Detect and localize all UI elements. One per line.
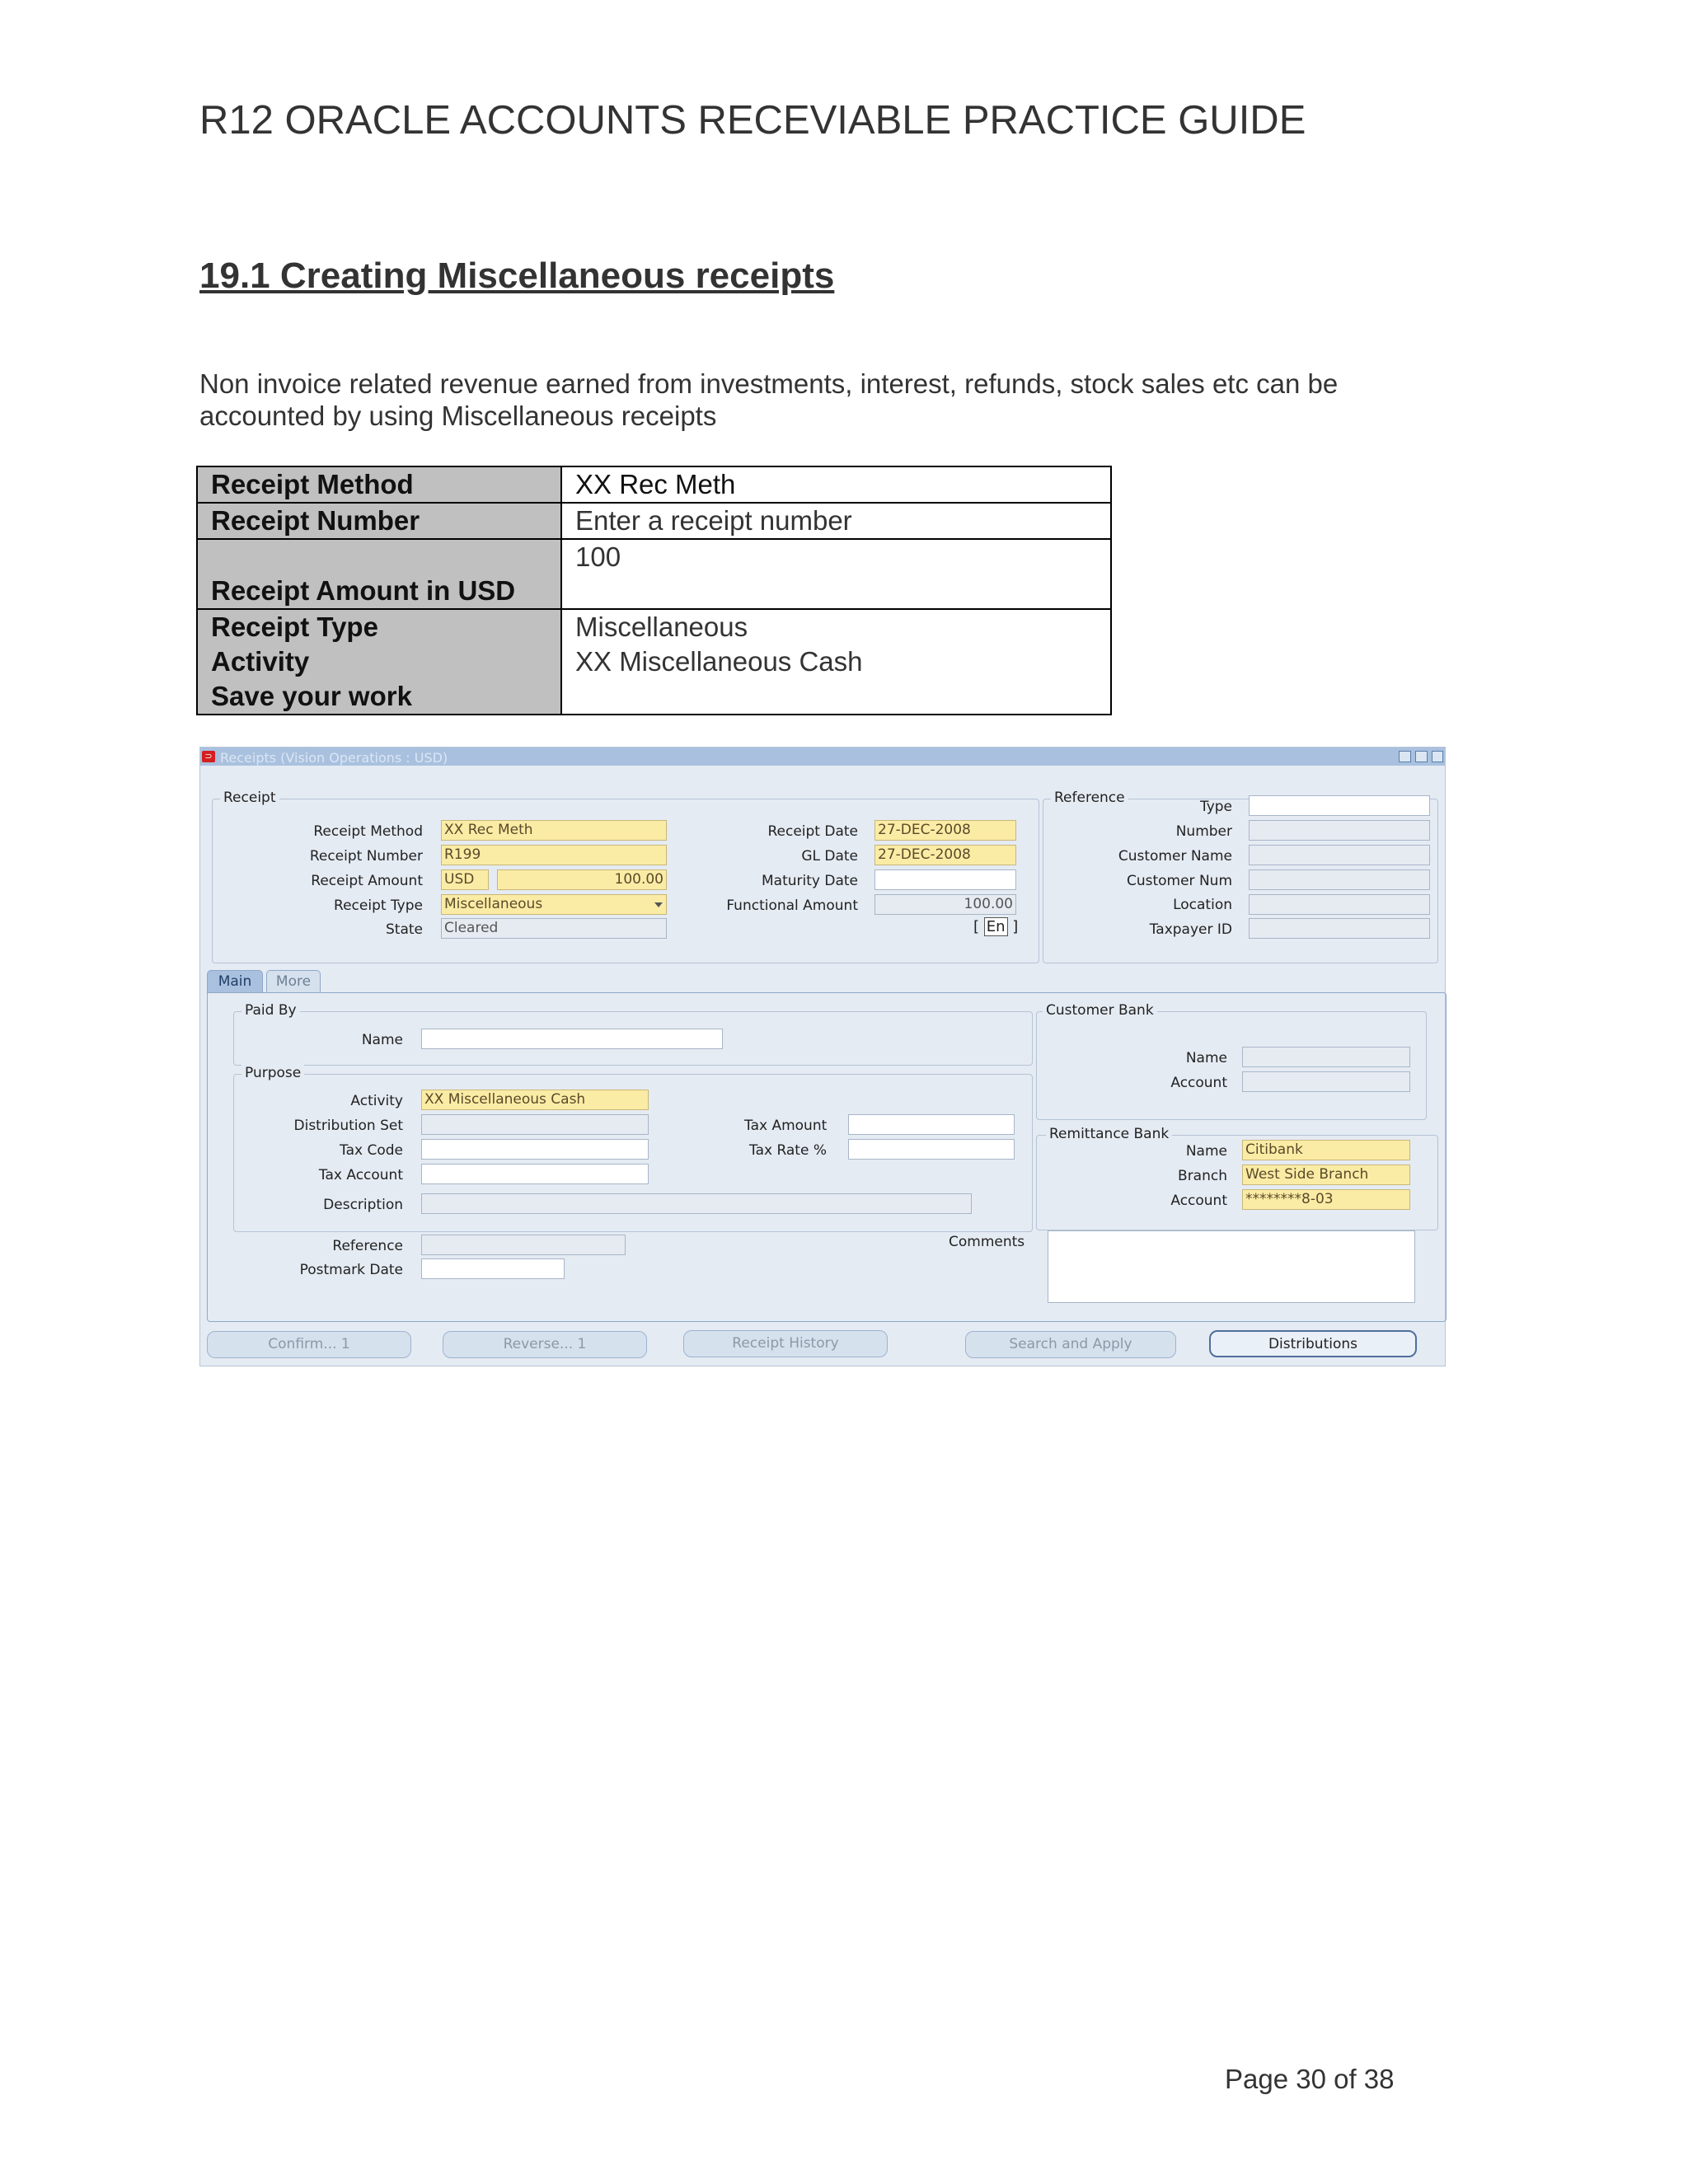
section-title: 19.1 Creating Miscellaneous receipts: [199, 255, 835, 296]
receipt-amount-value: 100: [561, 539, 1111, 609]
tax-rate-label: Tax Rate %: [749, 1142, 827, 1159]
currency-field[interactable]: USD: [441, 869, 489, 890]
receipt-number-label: Receipt Number: [197, 503, 561, 539]
window-titlebar: [200, 748, 1445, 766]
maximize-icon[interactable]: [1415, 751, 1428, 762]
activity-label: Activity: [211, 646, 310, 677]
reverse-button[interactable]: Reverse... 1: [443, 1331, 647, 1358]
gl-date-label: GL Date: [801, 848, 858, 865]
description-label: Description: [323, 1197, 403, 1213]
cust-bank-account-field: [1242, 1071, 1410, 1092]
receipt-method-label: Receipt Method: [313, 823, 423, 840]
receipt-method-field[interactable]: XX Rec Meth: [441, 820, 667, 841]
remit-account-label: Account: [1170, 1193, 1227, 1209]
distribution-set-field: [421, 1114, 649, 1135]
table-row: [197, 609, 1111, 715]
ref-customer-name-field: [1249, 845, 1430, 865]
ref-number-field: [1249, 820, 1430, 841]
reference-group-title: Reference: [1051, 790, 1128, 806]
ref-customer-name-label: Customer Name: [1118, 848, 1232, 865]
receipt-group-title: Receipt: [220, 790, 279, 806]
tab-main[interactable]: Main: [207, 970, 263, 993]
tax-amount-label: Tax Amount: [744, 1118, 828, 1134]
ref-type-field[interactable]: [1249, 795, 1430, 816]
paid-by-group-title: Paid By: [241, 1002, 300, 1019]
receipt-date-field[interactable]: 27-DEC-2008: [874, 820, 1016, 841]
en-bracket-open: [: [973, 918, 980, 935]
functional-amount-field: 100.00: [874, 894, 1016, 915]
receipt-type-value: Miscellaneous: [575, 612, 748, 642]
receipt-number-field[interactable]: R199: [441, 845, 667, 865]
remit-account-field[interactable]: ********8-03: [1242, 1189, 1410, 1210]
gl-date-field[interactable]: 27-DEC-2008: [874, 845, 1016, 865]
tax-code-label: Tax Code: [340, 1142, 403, 1159]
tax-account-field[interactable]: [421, 1164, 649, 1184]
receipt-type-cell: [197, 609, 561, 715]
ref-type-label: Type: [1199, 799, 1232, 815]
description-field: [421, 1193, 972, 1214]
activity-label: Activity: [350, 1093, 403, 1109]
receipt-method-label: Receipt Method: [197, 466, 561, 503]
ref-taxpayer-field: [1249, 918, 1430, 939]
tax-account-label: Tax Account: [318, 1167, 403, 1183]
customer-bank-group-title: Customer Bank: [1043, 1002, 1157, 1019]
table-row: [197, 466, 1111, 503]
remit-name-field[interactable]: Citibank: [1242, 1140, 1410, 1160]
en-field: En: [984, 917, 1008, 936]
receipt-number-label: Receipt Number: [309, 848, 423, 865]
paid-by-name-label: Name: [361, 1032, 403, 1048]
receipt-history-button[interactable]: Receipt History: [683, 1330, 888, 1357]
reference-field: [421, 1235, 626, 1255]
receipt-number-value: Enter a receipt number: [561, 503, 1111, 539]
en-bracket-close: ]: [1012, 918, 1019, 935]
table-row: [197, 503, 1111, 539]
en-flex-field[interactable]: [973, 918, 1018, 935]
remittance-bank-group-title: Remittance Bank: [1046, 1126, 1172, 1142]
confirm-button[interactable]: Confirm... 1: [207, 1331, 411, 1358]
distribution-set-label: Distribution Set: [293, 1118, 403, 1134]
paid-by-name-field[interactable]: [421, 1029, 723, 1049]
receipt-amount-label: Receipt Amount in USD: [197, 539, 561, 609]
intro-line-1: Non invoice related revenue earned from investments, interest, refunds, stock sales etc can be: [199, 368, 1339, 399]
ref-number-label: Number: [1175, 823, 1232, 840]
intro-line-2: accounted by using Miscellaneous receipts: [199, 401, 717, 431]
state-field: Cleared: [441, 918, 667, 939]
intro-paragraph: [199, 368, 1436, 432]
receipt-type-label: Receipt Type: [334, 898, 423, 914]
tax-amount-field[interactable]: [848, 1114, 1015, 1135]
cust-bank-account-label: Account: [1170, 1075, 1227, 1091]
receipts-window: [199, 747, 1446, 1366]
oracle-app-icon: ⊃: [202, 751, 215, 762]
state-label: State: [386, 921, 423, 938]
minimize-icon[interactable]: [1399, 751, 1411, 762]
distributions-button[interactable]: Distributions: [1209, 1330, 1417, 1357]
receipt-type-label: Receipt Type: [211, 612, 378, 642]
receipt-amount-field[interactable]: 100.00: [497, 869, 667, 890]
remit-name-label: Name: [1185, 1143, 1227, 1160]
ref-location-label: Location: [1173, 897, 1232, 913]
search-and-apply-button[interactable]: Search and Apply: [965, 1331, 1176, 1358]
activity-field[interactable]: XX Miscellaneous Cash: [421, 1090, 649, 1110]
ref-customer-num-field: [1249, 869, 1430, 890]
tax-rate-field[interactable]: [848, 1139, 1015, 1160]
page-number: Page 30 of 38: [1225, 2064, 1395, 2094]
ref-location-field: [1249, 894, 1430, 915]
table-row: [197, 539, 1111, 609]
receipt-type-value: Miscellaneous: [444, 896, 543, 912]
receipt-method-value: XX Rec Meth: [561, 466, 1111, 503]
tab-more[interactable]: More: [266, 970, 321, 993]
document-header: R12 ORACLE ACCOUNTS RECEVIABLE PRACTICE GUIDE: [199, 98, 1306, 143]
maturity-date-field[interactable]: [874, 869, 1016, 890]
remit-branch-field[interactable]: West Side Branch: [1242, 1165, 1410, 1185]
comments-label: Comments: [949, 1234, 1025, 1250]
postmark-date-field[interactable]: [421, 1258, 565, 1279]
functional-amount-label: Functional Amount: [726, 898, 858, 914]
postmark-date-label: Postmark Date: [299, 1262, 403, 1278]
purpose-group-title: Purpose: [241, 1065, 304, 1081]
ref-customer-num-label: Customer Num: [1126, 873, 1232, 889]
ref-taxpayer-label: Taxpayer ID: [1149, 921, 1232, 938]
reference-label: Reference: [332, 1238, 403, 1254]
comments-field[interactable]: [1048, 1230, 1415, 1303]
close-icon[interactable]: [1432, 751, 1443, 762]
cust-bank-name-field: [1242, 1047, 1410, 1067]
save-label: Save your work: [211, 681, 412, 711]
window-title: Receipts (Vision Operations : USD): [220, 750, 448, 766]
cust-bank-name-label: Name: [1185, 1050, 1227, 1066]
chevron-down-icon[interactable]: [654, 902, 663, 907]
steps-table: [196, 466, 1112, 715]
receipt-type-select[interactable]: [441, 894, 667, 915]
remit-branch-label: Branch: [1178, 1168, 1227, 1184]
activity-value: XX Miscellaneous Cash: [575, 646, 863, 677]
maturity-date-label: Maturity Date: [762, 873, 858, 889]
receipt-amount-label: Receipt Amount: [311, 873, 423, 889]
tax-code-field[interactable]: [421, 1139, 649, 1160]
receipt-type-values-cell: [561, 609, 1111, 715]
receipt-date-label: Receipt Date: [767, 823, 858, 840]
